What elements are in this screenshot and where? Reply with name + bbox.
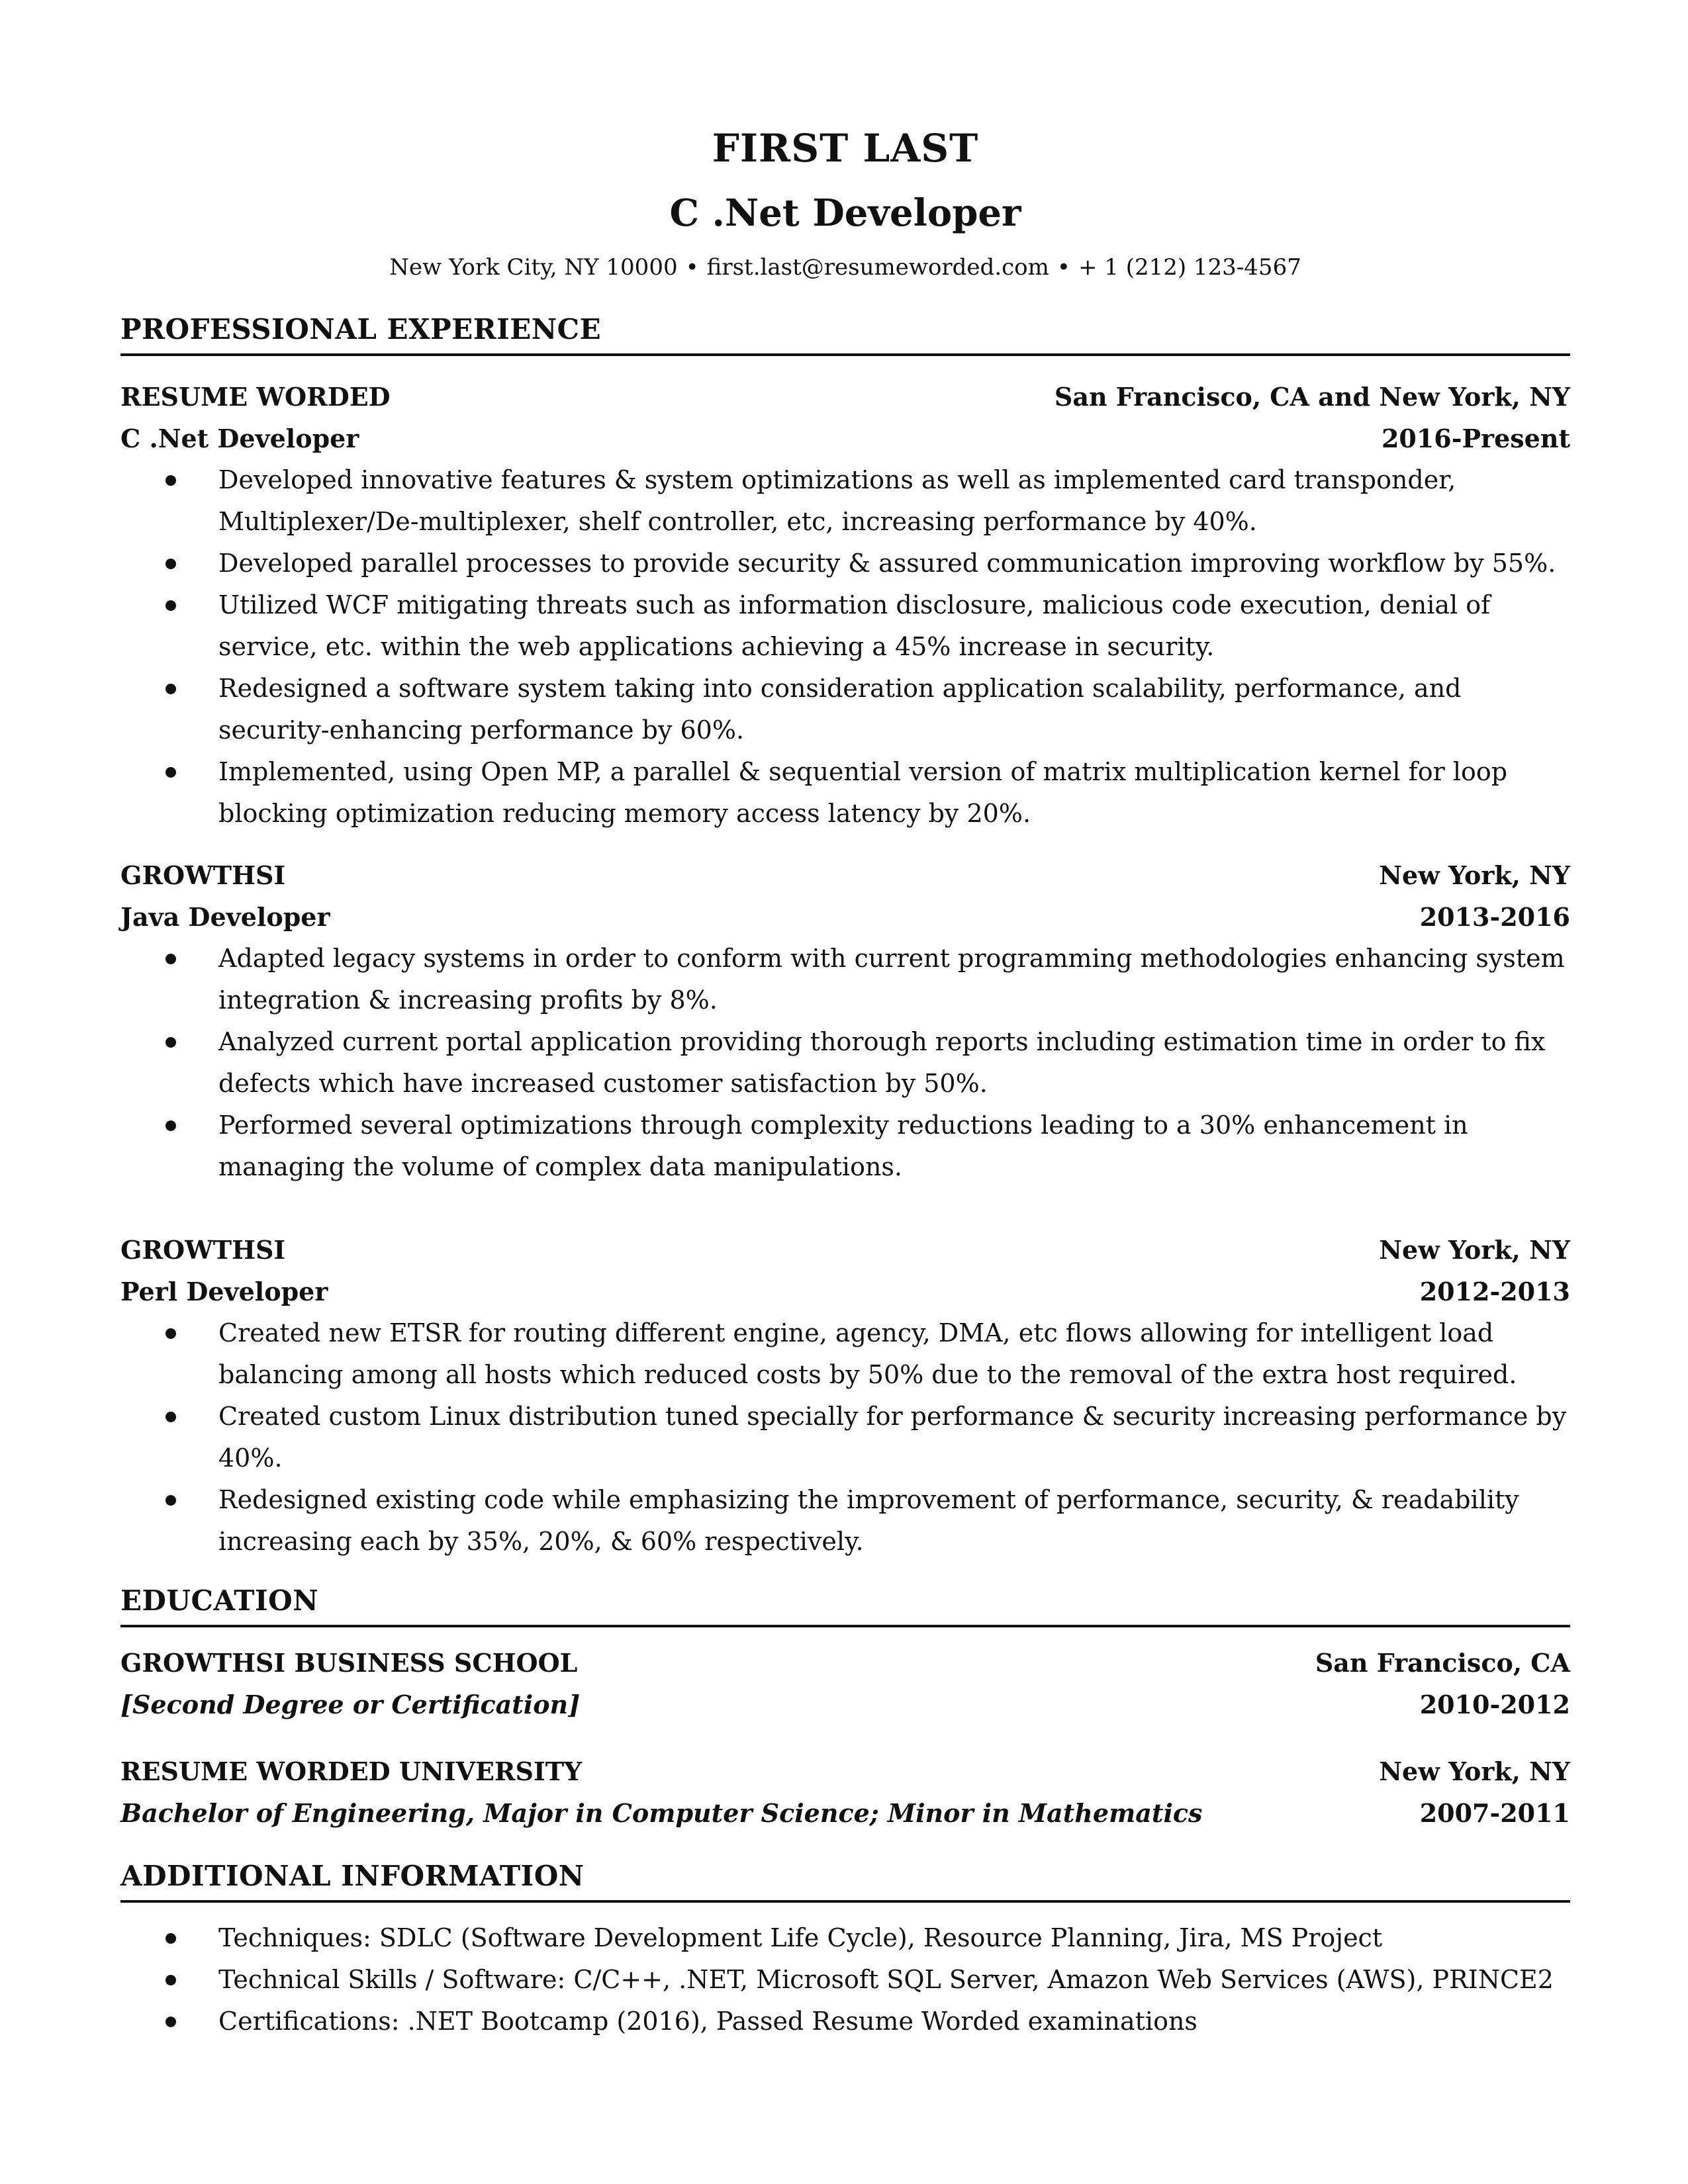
bullet-text: Redesigned existing code while emphasizing the improvement of performance, security, & readability increasing each by 35%, 20%, & 60% respectively. bbox=[218, 1485, 1519, 1556]
list-item bbox=[218, 543, 1570, 584]
bullet-text: Developed parallel processes to provide security & assured communication improving workflow by 55%. bbox=[218, 549, 1556, 578]
school-degree: Bachelor of Engineering, Major in Computer Science; Minor in Mathematics bbox=[120, 1798, 1203, 1828]
bullet-icon bbox=[165, 954, 176, 964]
contact-separator: • bbox=[685, 254, 699, 281]
job-role-row bbox=[120, 418, 1570, 459]
contact-phone: + 1 (212) 123-4567 bbox=[1078, 254, 1301, 281]
list-item bbox=[218, 1959, 1570, 2001]
bullet-icon bbox=[165, 1120, 176, 1131]
bullet-text: Certifications: .NET Bootcamp (2016), Passed Resume Worded examinations bbox=[218, 2007, 1197, 2036]
list-item bbox=[218, 1917, 1570, 1959]
job-location: New York, NY bbox=[1379, 1235, 1570, 1265]
list-item bbox=[218, 459, 1570, 543]
job-entry bbox=[120, 376, 1570, 835]
job-role: Java Developer bbox=[120, 902, 330, 932]
school-degree: [Second Degree or Certification] bbox=[120, 1690, 581, 1719]
bullet-text: Techniques: SDLC (Software Development Life Cycle), Resource Planning, Jira, MS Project bbox=[218, 1923, 1383, 1952]
list-item bbox=[218, 1105, 1570, 1188]
school-name: RESUME WORDED UNIVERSITY bbox=[120, 1756, 583, 1786]
bullet-text: Implemented, using Open MP, a parallel & sequential version of matrix multiplication kernel for loop blocking optimization reducing memory access latency by 20%. bbox=[218, 757, 1508, 828]
bullet-text: Redesigned a software system taking into consideration application scalability, performance, and security-enhancing performance by 60%. bbox=[218, 674, 1462, 745]
bullet-text: Performed several optimizations through complexity reductions leading to a 30% enhancement in managing the volume of complex data manipulations. bbox=[218, 1111, 1468, 1181]
school-name: GROWTHSI BUSINESS SCHOOL bbox=[120, 1648, 578, 1678]
job-header-row bbox=[120, 376, 1570, 418]
bullet-icon bbox=[165, 1495, 176, 1506]
job-header-row bbox=[120, 854, 1570, 896]
bullet-icon bbox=[165, 1975, 176, 1985]
job-dates: 2016-Present bbox=[1381, 424, 1570, 453]
bullet-icon bbox=[165, 559, 176, 569]
school-degree-row bbox=[120, 1792, 1570, 1834]
job-role-row bbox=[120, 896, 1570, 938]
list-item bbox=[218, 2001, 1570, 2042]
job-bullets bbox=[120, 459, 1570, 835]
resume-page bbox=[120, 119, 1570, 2042]
school-entry bbox=[120, 1642, 1570, 1725]
list-item bbox=[218, 938, 1570, 1021]
job-entry bbox=[120, 1229, 1570, 1563]
job-bullets bbox=[120, 938, 1570, 1188]
job-role: C .Net Developer bbox=[120, 424, 359, 453]
job-role: Perl Developer bbox=[120, 1277, 328, 1306]
contact-separator: • bbox=[1056, 254, 1070, 281]
experience-section bbox=[120, 311, 1570, 1563]
bullet-text: Utilized WCF mitigating threats such as information disclosure, malicious code execution, denial of service, etc. within the web applications achieving a 45% increase in security. bbox=[218, 590, 1491, 661]
list-item bbox=[218, 751, 1570, 835]
bullet-icon bbox=[165, 600, 176, 611]
list-item bbox=[218, 1479, 1570, 1563]
bullet-text: Analyzed current portal application providing thorough reports including estimation time in order to fix defects which have increased customer satisfaction by 50%. bbox=[218, 1027, 1546, 1098]
job-bullets bbox=[120, 1312, 1570, 1563]
school-dates: 2007-2011 bbox=[1419, 1798, 1570, 1828]
list-item bbox=[218, 584, 1570, 668]
list-item bbox=[218, 1021, 1570, 1105]
bullet-text: Technical Skills / Software: C/C++, .NET, Microsoft SQL Server, Amazon Web Services (AWS), PRINCE2 bbox=[218, 1965, 1554, 1994]
job-location: San Francisco, CA and New York, NY bbox=[1054, 382, 1570, 412]
bullet-icon bbox=[165, 1037, 176, 1048]
list-item bbox=[218, 1312, 1570, 1396]
job-dates: 2013-2016 bbox=[1419, 902, 1570, 932]
list-item bbox=[218, 1396, 1570, 1479]
section-heading: EDUCATION bbox=[120, 1582, 1570, 1627]
school-location: San Francisco, CA bbox=[1315, 1648, 1570, 1678]
bullet-icon bbox=[165, 475, 176, 486]
contact-email: first.last@resumeworded.com bbox=[706, 254, 1049, 281]
bullet-icon bbox=[165, 1412, 176, 1422]
section-heading: ADDITIONAL INFORMATION bbox=[120, 1858, 1570, 1903]
bullet-icon bbox=[165, 684, 176, 694]
school-dates: 2010-2012 bbox=[1419, 1690, 1570, 1719]
additional-section bbox=[120, 1858, 1570, 2042]
job-entry bbox=[120, 854, 1570, 1188]
contact-location: New York City, NY 10000 bbox=[389, 254, 678, 281]
job-company: RESUME WORDED bbox=[120, 382, 391, 412]
job-company: GROWTHSI bbox=[120, 1235, 286, 1265]
school-entry bbox=[120, 1751, 1570, 1834]
bullet-text: Created custom Linux distribution tuned specially for performance & security increasing performance by 40%. bbox=[218, 1402, 1567, 1473]
list-item bbox=[218, 668, 1570, 751]
school-location: New York, NY bbox=[1379, 1756, 1570, 1786]
contact-line bbox=[120, 250, 1570, 285]
job-header-row bbox=[120, 1229, 1570, 1271]
school-header-row bbox=[120, 1751, 1570, 1792]
job-location: New York, NY bbox=[1379, 860, 1570, 890]
bullet-text: Adapted legacy systems in order to conform with current programming methodologies enhancing system integration & increasing profits by 8%. bbox=[218, 944, 1565, 1015]
job-dates: 2012-2013 bbox=[1419, 1277, 1570, 1306]
bullet-text: Developed innovative features & system optimizations as well as implemented card transponder, Multiplexer/De-multiplexer, shelf controller, etc, increasing performance by 40%. bbox=[218, 465, 1456, 536]
candidate-name: FIRST LAST bbox=[712, 126, 979, 171]
school-header-row bbox=[120, 1642, 1570, 1684]
bullet-text: Created new ETSR for routing different engine, agency, DMA, etc flows allowing for intelligent load balancing among all hosts which reduced costs by 50% due to the removal of the extra host required. bbox=[218, 1318, 1517, 1389]
bullet-icon bbox=[165, 2017, 176, 2027]
bullet-icon bbox=[165, 767, 176, 778]
bullet-icon bbox=[165, 1328, 176, 1339]
section-heading: PROFESSIONAL EXPERIENCE bbox=[120, 311, 1570, 356]
additional-bullets bbox=[120, 1917, 1570, 2042]
bullet-icon bbox=[165, 1933, 176, 1944]
job-role-row bbox=[120, 1271, 1570, 1312]
candidate-title: C .Net Developer bbox=[669, 191, 1021, 235]
school-degree-row bbox=[120, 1684, 1570, 1725]
job-company: GROWTHSI bbox=[120, 860, 286, 890]
education-section bbox=[120, 1582, 1570, 1834]
